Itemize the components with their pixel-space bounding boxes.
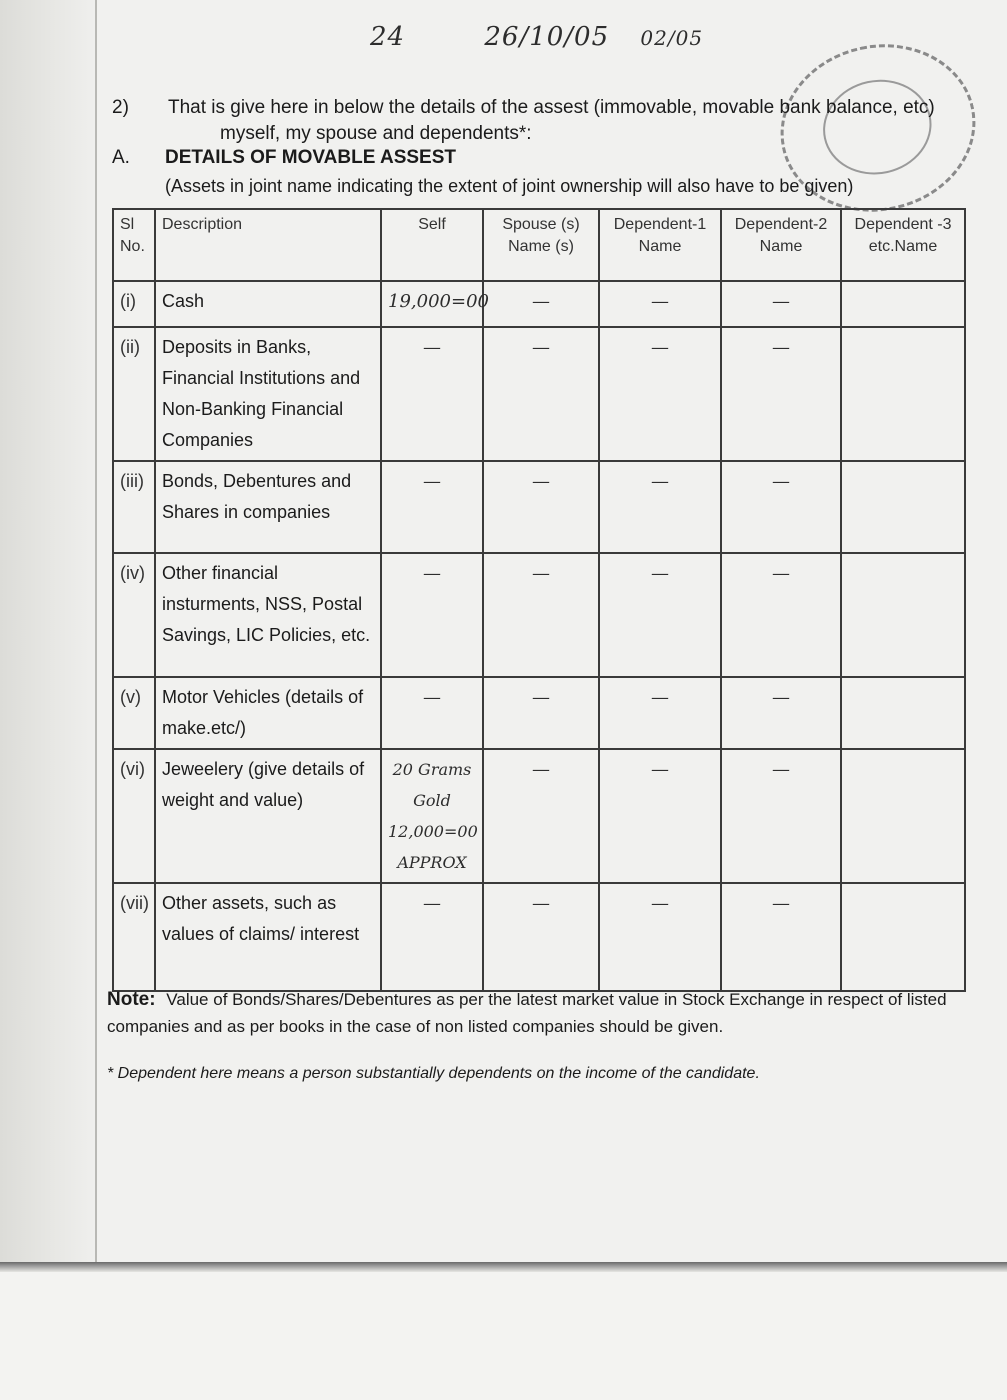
header-description: Description [155,209,381,281]
row-self-value: — [381,553,483,677]
row-spouse-value: — [483,749,599,883]
jewellery-weight: 20 Grams [392,760,472,779]
row-dep2-value: — [721,677,841,749]
jewellery-metal: Gold [413,791,451,810]
header-sl-no: Sl No. [113,209,155,281]
next-page-edge [0,1272,1007,1400]
row-sl: (iii) [113,461,155,553]
row-self-value: — [381,327,483,461]
handwritten-ref-number: 24 [370,22,406,52]
row-sl: (vii) [113,883,155,991]
handwritten-reference [370,22,703,52]
row-sl: (iv) [113,553,155,677]
row-dep2-value: — [721,883,841,991]
table-row [113,749,965,883]
row-description: Other financial insturments, NSS, Postal Savings, LIC Policies, etc. [155,553,381,677]
header-dependent-3: Dependent -3 etc.Name [841,209,965,281]
note-label: Note: [107,989,156,1010]
jewellery-approx: APPROX [397,853,467,872]
header-dependent-2: Dependent-2 Name [721,209,841,281]
table-row [113,281,965,327]
row-description: Jeweelery (give details of weight and value) [155,749,381,883]
row-dep1-value: — [599,677,721,749]
row-sl: (i) [113,281,155,327]
row-dep1-value: — [599,749,721,883]
row-sl: (vi) [113,749,155,883]
handwritten-date-2: 02/05 [640,26,704,50]
row-dep3-value [841,461,965,553]
row-sl: (v) [113,677,155,749]
movable-assets-table [112,208,966,992]
row-description: Motor Vehicles (details of make.etc/) [155,677,381,749]
header-dependent-1: Dependent-1 Name [599,209,721,281]
row-dep2-value: — [721,553,841,677]
row-spouse-value: — [483,883,599,991]
row-self-value: — [381,883,483,991]
row-dep2-value: — [721,327,841,461]
intro-line-1: That is give here in below the details of the assest (immovable, movable bank balance, etc) [168,97,935,118]
intro-line-2: myself, my spouse and dependents*: [220,123,532,144]
row-spouse-value: — [483,461,599,553]
row-self-value: — [381,677,483,749]
row-dep3-value [841,749,965,883]
table-row [113,461,965,553]
note-paragraph [107,986,975,1040]
official-seal-stamp [765,26,991,229]
row-dep3-value [841,883,965,991]
row-sl: (ii) [113,327,155,461]
page-fold-shadow [0,1262,1007,1272]
row-dep1-value: — [599,553,721,677]
row-description: Deposits in Banks, Financial Institutions and Non-Banking Financial Companies [155,327,381,461]
jewellery-value: 12,000=00 [388,822,478,841]
row-dep2-value: — [721,461,841,553]
row-dep3-value [841,553,965,677]
row-dep1-value: — [599,883,721,991]
row-dep1-value: — [599,461,721,553]
item-number: 2) [112,97,129,118]
section-subtitle: (Assets in joint name indicating the extent of joint ownership will also have to be given) [165,176,854,196]
row-dep3-value [841,327,965,461]
row-dep1-value: — [599,281,721,327]
row-dep3-value [841,677,965,749]
row-dep3-value [841,281,965,327]
row-description: Cash [155,281,381,327]
table-row [113,677,965,749]
header-spouse: Spouse (s) Name (s) [483,209,599,281]
row-self-value: 19,000=00 [381,281,483,327]
row-spouse-value: — [483,677,599,749]
row-spouse-value: — [483,281,599,327]
row-dep1-value: — [599,327,721,461]
row-spouse-value: — [483,553,599,677]
table-row [113,327,965,461]
row-self-value-jewellery [381,749,483,883]
row-dep2-value: — [721,749,841,883]
row-description: Bonds, Debentures and Shares in companies [155,461,381,553]
table-header-row [113,209,965,281]
header-self: Self [381,209,483,281]
row-self-value: — [381,461,483,553]
row-spouse-value: — [483,327,599,461]
scan-left-margin [0,0,97,1400]
handwritten-date: 26/10/05 [484,22,610,52]
table-row [113,553,965,677]
note-text: Value of Bonds/Shares/Debentures as per the latest market value in Stock Exchange in respect of listed companies and as per books in the case of non listed companies should be given. [107,990,947,1036]
table-row [113,883,965,991]
section-letter: A. [112,147,130,168]
row-description: Other assets, such as values of claims/ interest [155,883,381,991]
row-dep2-value: — [721,281,841,327]
dependent-footnote: * Dependent here means a person substantially dependents on the income of the candidate. [107,1065,760,1082]
section-title: DETAILS OF MOVABLE ASSEST [165,147,456,168]
